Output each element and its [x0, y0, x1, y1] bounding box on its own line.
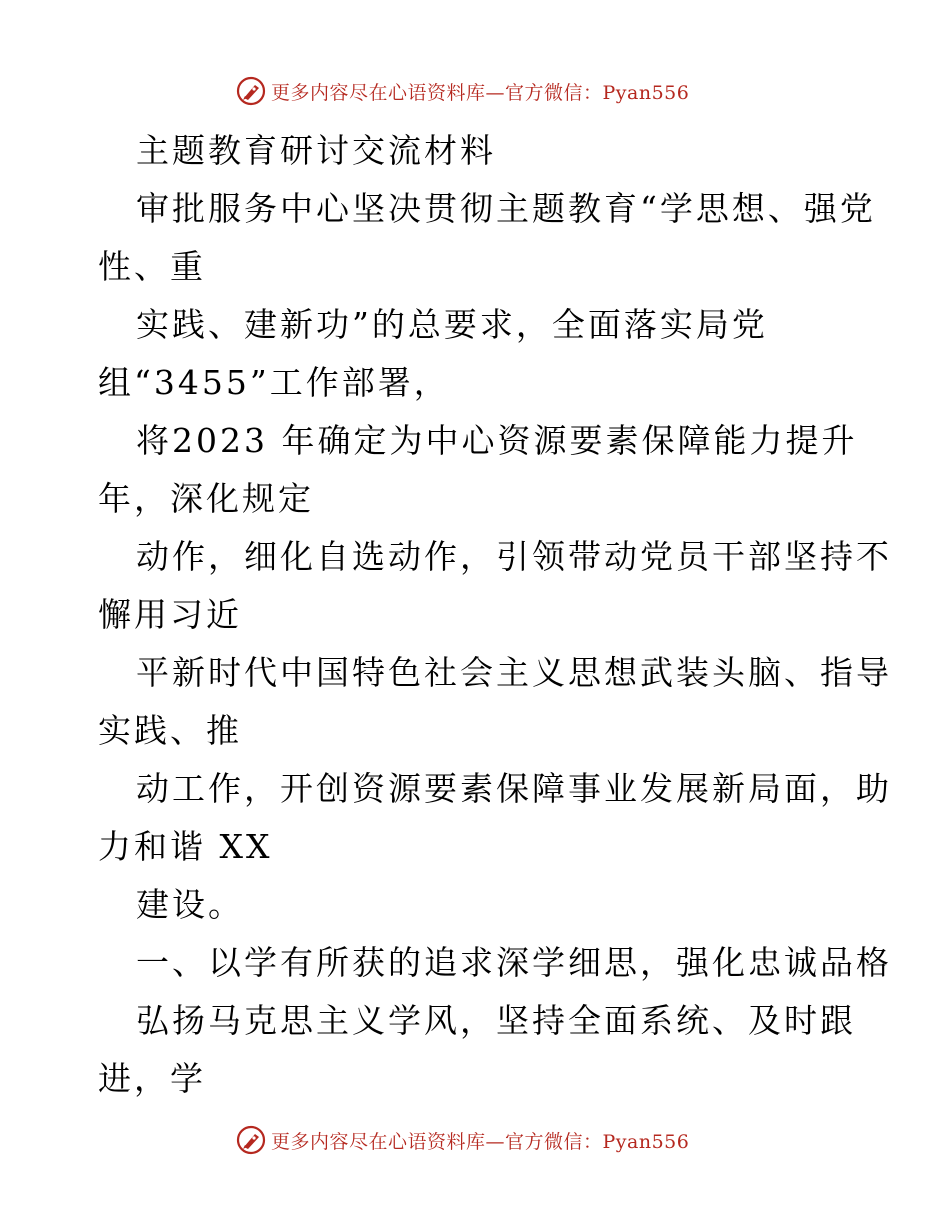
- paragraph-line: 实践、建新功”的总要求，全面落实局党: [136, 305, 768, 344]
- pen-nib-logo-icon: [235, 75, 267, 107]
- footer-banner-text: 更多内容尽在心语资料库—官方微信：Pyan556: [271, 1130, 690, 1153]
- section-heading: 一、以学有所获的追求深学细思，强化忠诚品格: [136, 943, 892, 982]
- paragraph-line: 审批服务中心坚决贯彻主题教育“学思想、强党: [136, 189, 876, 228]
- paragraph-line: 性、重: [98, 247, 206, 286]
- header-banner-text: 更多内容尽在心语资料库—官方微信：Pyan556: [271, 81, 690, 104]
- paragraph-line: 力和谐 XX: [98, 827, 273, 866]
- pen-nib-logo-icon: [235, 1124, 267, 1156]
- paragraph-line: 动作，细化自选动作，引领带动党员干部坚持不: [136, 537, 892, 576]
- footer-banner: [235, 1123, 689, 1157]
- paragraph-line: 将2023 年确定为中心资源要素保障能力提升: [136, 421, 858, 460]
- paragraph-line: 年，深化规定: [98, 479, 314, 518]
- header-banner: [235, 74, 689, 108]
- document-body: [98, 122, 892, 1108]
- paragraph-line: 弘扬马克思主义学风，坚持全面系统、及时跟: [136, 1001, 856, 1040]
- paragraph-line: 平新时代中国特色社会主义思想武装头脑、指导: [136, 653, 892, 692]
- paragraph-line: 实践、推: [98, 711, 242, 750]
- paragraph-line: 建设。: [136, 885, 244, 924]
- document-title: 主题教育研讨交流材料: [136, 131, 496, 170]
- paragraph-line: 组“3455”工作部署，: [98, 363, 450, 402]
- paragraph-line: 懈用习近: [98, 595, 242, 634]
- paragraph-line: 进，学: [98, 1059, 206, 1098]
- paragraph-line: 动工作，开创资源要素保障事业发展新局面，助: [136, 769, 892, 808]
